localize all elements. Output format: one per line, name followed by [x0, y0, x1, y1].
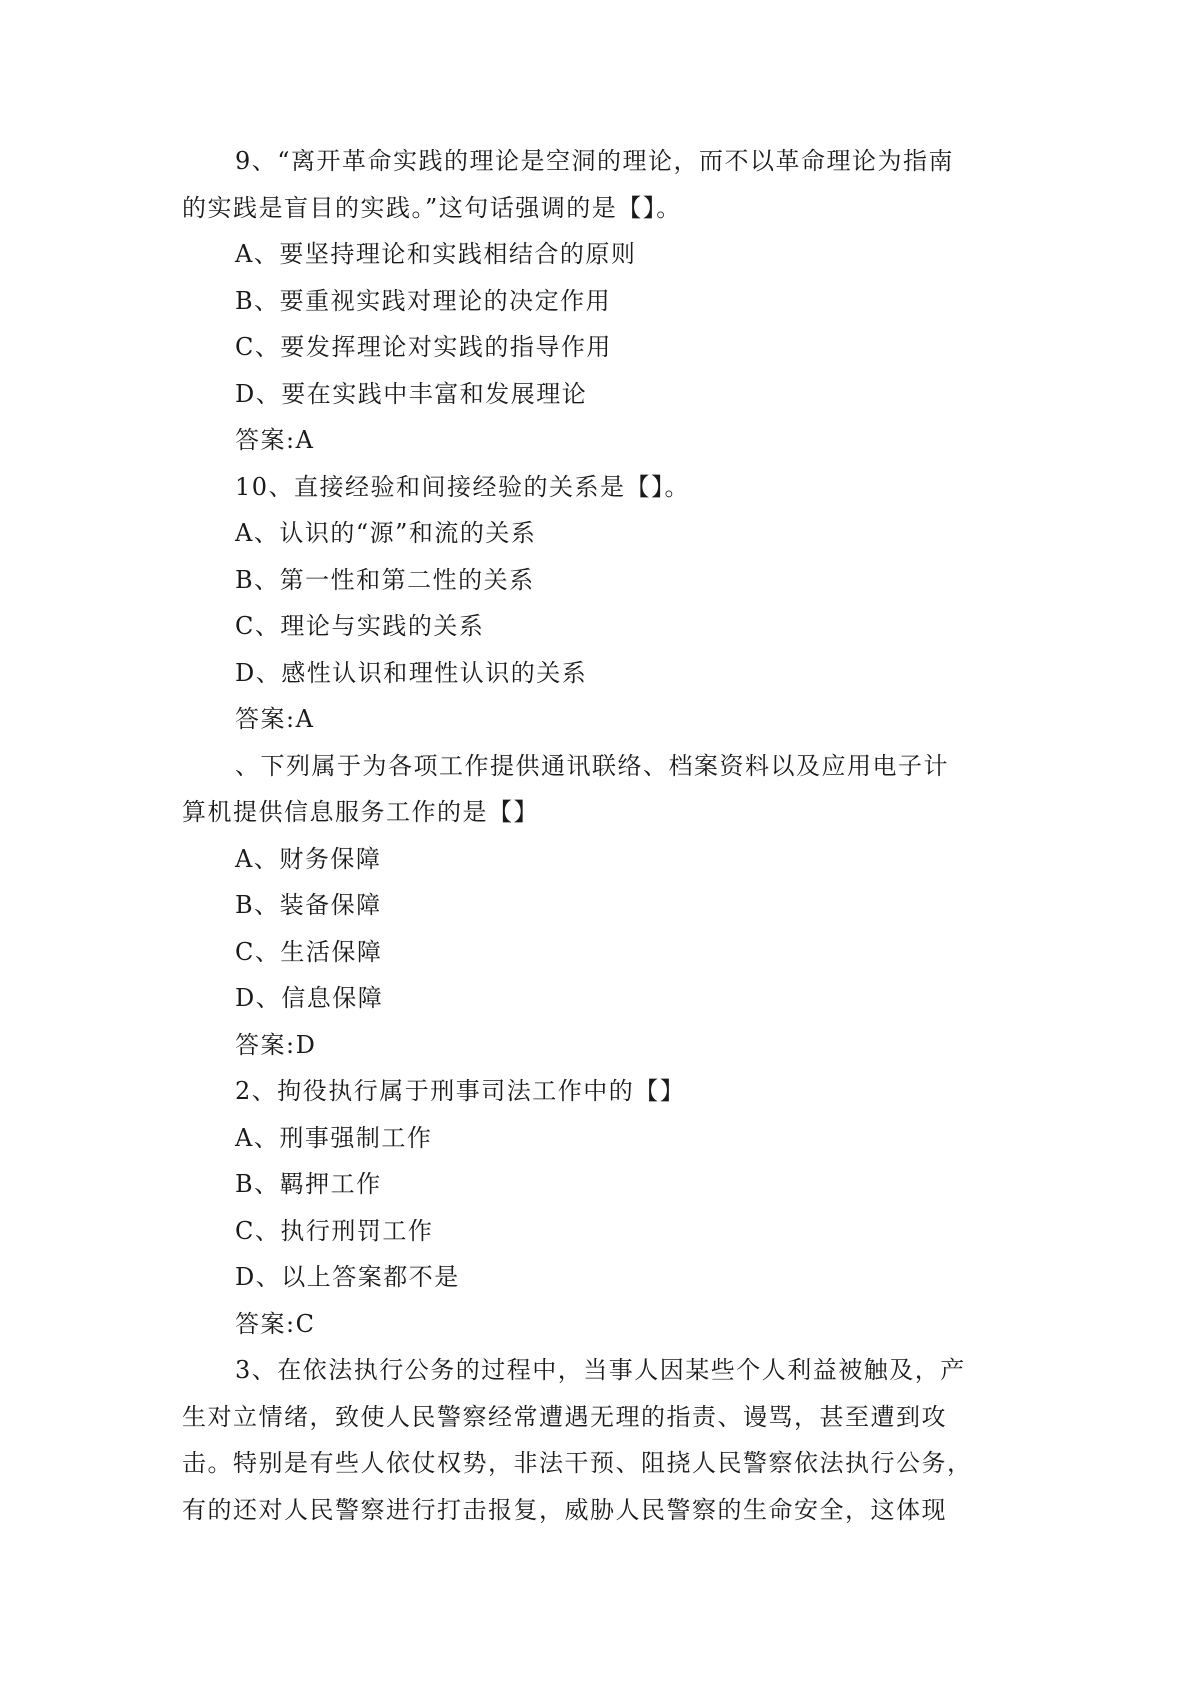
answer-line: 答案:A	[235, 705, 315, 733]
question-stem-line: 算机提供信息服务工作的是【】	[182, 798, 539, 826]
option-a: A、要坚持理论和实践相结合的原则	[235, 240, 637, 268]
option-d: D、以上答案都不是	[235, 1263, 460, 1291]
question-stem-line: 击。特别是有些人依仗权势，非法干预、阻挠人民警察依法执行公务，	[182, 1449, 973, 1477]
option-b: B、要重视实践对理论的决定作用	[235, 286, 612, 315]
option-c: C、理论与实践的关系	[235, 612, 485, 640]
question-stem-line: 、下列属于为各项工作提供通讯联络、档案资料以及应用电子计	[235, 751, 949, 780]
question-stem-line: 9、“离开革命实践的理论是空洞的理论，而不以革命理论为指南	[235, 147, 955, 175]
question-stem-line: 3、在依法执行公务的过程中，当事人因某些个人利益被触及，产	[235, 1356, 966, 1384]
option-b: B、羁押工作	[235, 1170, 382, 1198]
question-stem-line: 10、直接经验和间接经验的关系是【】。	[235, 472, 691, 501]
option-a: A、财务保障	[235, 844, 382, 873]
question-stem-line: 的实践是盲目的实践。”这句话强调的是【】。	[182, 193, 682, 222]
option-d: D、信息保障	[235, 984, 384, 1012]
question-block	[182, 1068, 1012, 1347]
question-stem-line: 生对立情绪，致使人民警察经常遭遇无理的指责、谩骂，甚至遭到攻	[182, 1402, 947, 1431]
option-a: A、刑事强制工作	[235, 1123, 433, 1152]
option-c: C、要发挥理论对实践的指导作用	[235, 333, 612, 361]
question-block	[182, 1347, 1012, 1533]
answer-line: 答案:D	[235, 1030, 317, 1059]
answer-line: 答案:A	[235, 426, 315, 454]
question-block	[182, 464, 1012, 743]
question-block	[182, 743, 1012, 1069]
option-d: D、要在实践中丰富和发展理论	[235, 379, 588, 408]
option-c: C、执行刑罚工作	[235, 1216, 434, 1245]
answer-line: 答案:C	[235, 1309, 316, 1338]
question-block	[182, 138, 1012, 464]
question-stem-line: 2、拘役执行属于刑事司法工作中的【】	[235, 1077, 686, 1105]
option-b: B、第一性和第二性的关系	[235, 565, 535, 594]
option-b: B、装备保障	[235, 891, 382, 919]
option-d: D、感性认识和理性认识的关系	[235, 658, 588, 687]
option-c: C、生活保障	[235, 937, 383, 966]
document-content	[182, 138, 1012, 1533]
question-stem-line: 有的还对人民警察进行打击报复，威胁人民警察的生命安全，这体现	[182, 1495, 947, 1524]
option-a: A、认识的“源”和流的关系	[235, 519, 537, 547]
